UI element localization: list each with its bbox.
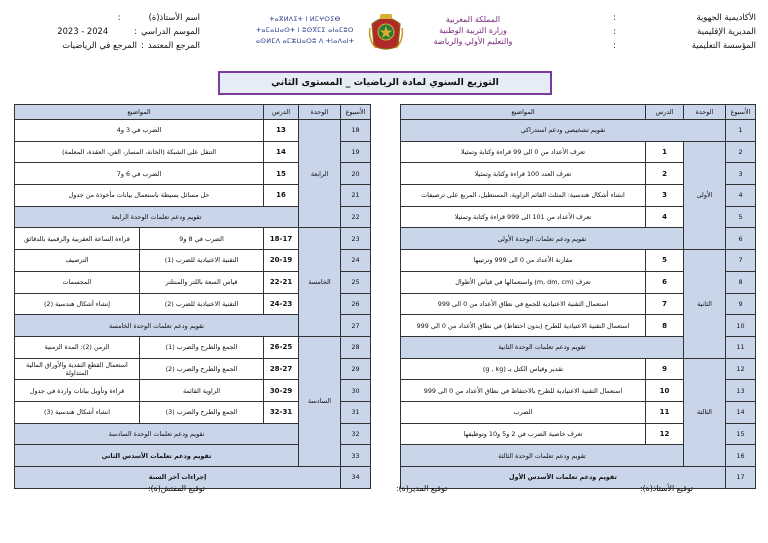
- lesson-number-cell: 12: [646, 423, 684, 445]
- season-value: 2023 - 2024: [57, 26, 109, 36]
- reference-value: المرجع في الرياضيات: [62, 40, 137, 50]
- week-cell: 19: [341, 141, 371, 163]
- lesson-number-cell: 2: [646, 163, 684, 185]
- topic-cell: استعمال القطع النقدية والأوراق المالية المتداولة: [15, 358, 140, 380]
- plan-table-semester-1: [400, 104, 756, 489]
- week-cell: 22: [341, 206, 371, 228]
- lesson-number-cell: 26-25: [264, 336, 299, 358]
- reference-line: [40, 38, 200, 52]
- week-cell: 5: [726, 206, 756, 228]
- teacher-label: اسم الأستاذ(ة): [148, 12, 200, 22]
- teacher-colon: :: [117, 12, 121, 22]
- topic-cell: الضرب: [401, 401, 646, 423]
- lesson-number-cell: 8: [646, 315, 684, 337]
- unit-cell: الخامسة: [299, 228, 341, 336]
- academy-colon: :: [613, 12, 616, 22]
- lesson-number-cell: 15: [264, 163, 299, 185]
- topic-cell: التقنية الاعتيادية للضرب (1): [140, 250, 264, 272]
- topic-cell: تعرف الأعداد من 101 الى 999 قراءة وكتابة وتمثيلا: [401, 206, 646, 228]
- week-cell: 24: [341, 250, 371, 272]
- week-cell: 7: [726, 250, 756, 272]
- week-cell: 26: [341, 293, 371, 315]
- lesson-number-cell: 28-27: [264, 358, 299, 380]
- table-row: [401, 358, 756, 380]
- unit-evaluation-cell: تقويم ودعم تعلمات الوحدة الخامسة: [15, 315, 299, 337]
- semester-evaluation-cell: تقويم ودعم تعلمات الأسدس الثاني: [15, 445, 299, 467]
- ministry-ar-line1: المملكة المغربية: [445, 15, 501, 24]
- coat-of-arms-icon: [368, 10, 404, 52]
- lesson-number-cell: 6: [646, 271, 684, 293]
- col-week: الأسبوع: [726, 105, 756, 120]
- lesson-number-cell: 13: [264, 120, 299, 142]
- directorate-colon: :: [613, 26, 616, 36]
- topic-cell: الزمن (2): المدة الزمنية: [15, 336, 140, 358]
- director-signature: توقيع المدير(ة):: [396, 484, 448, 493]
- week-cell: 16: [726, 445, 756, 467]
- lesson-number-cell: 16: [264, 185, 299, 207]
- reference-label: المرجع المعتمد: [147, 40, 200, 50]
- week-cell: 10: [726, 315, 756, 337]
- topic-cell: الجمع والطرح والضرب (3): [140, 401, 264, 423]
- institution-line: [606, 38, 756, 52]
- week-cell: 33: [341, 445, 371, 467]
- topic-cell: الجمع والطرح والضرب (2): [140, 358, 264, 380]
- lesson-number-cell: 3: [646, 185, 684, 207]
- week-cell: 20: [341, 163, 371, 185]
- topic-cell: استعمال التقنية الاعتيادية للجمع في نطاق الأعداد من 0 الى 999: [401, 293, 646, 315]
- week-cell: 17: [726, 467, 756, 489]
- unit-cell: الرابعة: [299, 120, 341, 228]
- table-row: [401, 467, 756, 489]
- lesson-number-cell: 4: [646, 206, 684, 228]
- lesson-number-cell: 30-29: [264, 380, 299, 402]
- week-cell: 23: [341, 228, 371, 250]
- topic-cell: الضرب في 8 و9: [140, 228, 264, 250]
- inspector-signature: توقيع المفتش(ة):: [148, 484, 205, 493]
- institution-label: المؤسسة التعليمية: [691, 40, 756, 50]
- topic-cell: قراءة وتأويل بيانات واردة في جدول: [15, 380, 140, 402]
- lesson-number-cell: 5: [646, 250, 684, 272]
- topic-cell: التنقل على الشبكة (الخانة، المسار، الفن، العقدة، المعلمة): [15, 141, 264, 163]
- semester-2-body: [15, 120, 371, 489]
- lesson-number-cell: 24-23: [264, 293, 299, 315]
- week-cell: 32: [341, 423, 371, 445]
- lesson-number-cell: 20-19: [264, 250, 299, 272]
- semester-evaluation-cell: تقويم ودعم تعلمات الأسدس الأول: [401, 467, 726, 489]
- lesson-number-cell: 1: [646, 141, 684, 163]
- lesson-number-cell: 7: [646, 293, 684, 315]
- season-line: [40, 24, 200, 38]
- season-colon: :: [134, 26, 138, 36]
- topic-cell: حل مسائل بسيطة باستعمال بيانات مأخوذة من جدول: [15, 185, 264, 207]
- table-row: [15, 336, 371, 358]
- col-unit: الوحدة: [299, 105, 341, 120]
- week-cell: 30: [341, 380, 371, 402]
- table-row: [15, 228, 371, 250]
- week-cell: 6: [726, 228, 756, 250]
- week-cell: 18: [341, 120, 371, 142]
- week-cell: 11: [726, 336, 756, 358]
- topic-cell: تعرف العدد 100 قراءة وكتابة وتمثيلا: [401, 163, 646, 185]
- week-cell: 25: [341, 271, 371, 293]
- table-header-row: [15, 105, 371, 120]
- plan-table-semester-2: [14, 104, 371, 489]
- unit-evaluation-cell: تقويم تشخيصي ودعم استدراكي: [401, 120, 726, 142]
- topic-cell: انشاء أشكال هندسية: المثلث القائم الزاوية، المستطيل، المربع على ترصيفات: [401, 185, 646, 207]
- topic-cell: المجسمات: [15, 271, 140, 293]
- lesson-number-cell: 18-17: [264, 228, 299, 250]
- directorate-line: [606, 24, 756, 38]
- ministry-tz-line2: ⵜⴰⵎⴰⵡⴰⵙⵜ ⵏ ⵓⵙⴳⵎⵉ ⴰⵏⴰⵎⵓⵔ: [256, 26, 354, 34]
- week-cell: 4: [726, 185, 756, 207]
- unit-cell: الأولى: [684, 141, 726, 249]
- academy-line: [606, 10, 756, 24]
- academy-label: الأكاديمية الجهوية: [696, 12, 756, 22]
- unit-evaluation-cell: تقويم ودعم تعلمات الوحدة السادسة: [15, 423, 299, 445]
- topic-cell: قياس السعة باللتر والمنتلتر: [140, 271, 264, 293]
- week-cell: 13: [726, 380, 756, 402]
- topic-cell: الجمع والطرح والضرب (1): [140, 336, 264, 358]
- table-row: [401, 250, 756, 272]
- unit-cell: الثانية: [684, 250, 726, 358]
- lesson-number-cell: 9: [646, 358, 684, 380]
- table-row: [15, 120, 371, 142]
- week-cell: 1: [726, 120, 756, 142]
- ministry-ar-line2: وزارة التربية الوطنية: [439, 26, 507, 35]
- week-cell: 15: [726, 423, 756, 445]
- lesson-number-cell: 32-31: [264, 401, 299, 423]
- header-admin-info: [606, 10, 756, 60]
- unit-cell: السادسة: [299, 336, 341, 466]
- week-cell: 2: [726, 141, 756, 163]
- unit-evaluation-cell: تقويم ودعم تعلمات الوحدة الثالثة: [401, 445, 684, 467]
- unit-evaluation-cell: تقويم ودعم تعلمات الوحدة الرابعة: [15, 206, 299, 228]
- topic-cell: انشاء أشكال هندسية (3): [15, 401, 140, 423]
- topic-cell: الترصيف: [15, 250, 140, 272]
- reference-colon: :: [141, 40, 144, 50]
- topic-cell: التقنية الاعتيادية للضرب (2): [140, 293, 264, 315]
- topic-cell: استعمال التقنية الاعتيادية للطرح (بدون احتفاظ) في نطاق الأعداد من 0 الى 999: [401, 315, 646, 337]
- table-row: [401, 141, 756, 163]
- week-cell: 9: [726, 293, 756, 315]
- topic-cell: الزاوية القائمة: [140, 380, 264, 402]
- week-cell: 21: [341, 185, 371, 207]
- semester-1-body: [401, 120, 756, 489]
- week-cell: 28: [341, 336, 371, 358]
- ministry-tifinagh: [250, 14, 360, 47]
- table-row: [401, 120, 756, 142]
- col-topics: المواضيع: [15, 105, 264, 120]
- lesson-number-cell: 14: [264, 141, 299, 163]
- col-lesson: الدرس: [646, 105, 684, 120]
- table-header-row: [401, 105, 756, 120]
- week-cell: 29: [341, 358, 371, 380]
- lesson-number-cell: 10: [646, 380, 684, 402]
- week-cell: 8: [726, 271, 756, 293]
- season-label: الموسم الدراسي: [141, 26, 200, 36]
- header-teacher-info: [40, 10, 200, 60]
- topic-cell: الضرب في 3 و4: [15, 120, 264, 142]
- col-lesson: الدرس: [264, 105, 299, 120]
- topic-cell: تعرف (m, dm, cm) واستعمالها في قياس الأطوال: [401, 271, 646, 293]
- week-cell: 3: [726, 163, 756, 185]
- directorate-label: المديرية الإقليمية: [697, 26, 756, 36]
- ministry-tz-line3: ⴰⵙⵍⵎⴷ ⴰⵎⵣⵡⴰⵔⵓ ⴷ ⵜⵏⴰⴷⴰⵏⵜ: [255, 37, 355, 45]
- teacher-signature: توقيع الأستاذ(ة):: [640, 484, 694, 493]
- lesson-number-cell: 11: [646, 401, 684, 423]
- week-cell: 12: [726, 358, 756, 380]
- week-cell: 31: [341, 401, 371, 423]
- col-unit: الوحدة: [684, 105, 726, 120]
- teacher-line: [40, 10, 200, 24]
- lesson-number-cell: 22-21: [264, 271, 299, 293]
- topic-cell: مقارنة الأعداد من 0 الى 999 وترتيبها: [401, 250, 646, 272]
- week-cell: 34: [341, 467, 371, 489]
- topic-cell: تقدير وقياس الكتل بـ (g , kg): [401, 358, 646, 380]
- unit-cell: الثالثة: [684, 358, 726, 466]
- week-cell: 14: [726, 401, 756, 423]
- semester-evaluation-cell: إجراءات آخر السنة: [15, 467, 341, 489]
- topic-cell: قراءة الساعة العقربية والرقمية بالدقائق: [15, 228, 140, 250]
- ministry-ar-line3: والتعليم الأولي والرياضة: [433, 37, 513, 46]
- topic-cell: إنشاء أشكال هندسية (2): [15, 293, 140, 315]
- unit-evaluation-cell: تقويم ودعم تعلمات الوحدة الثانية: [401, 336, 684, 358]
- document-title: التوزيع السنوي لمادة الرياضيات _ المستوى الثاني: [218, 71, 552, 95]
- topic-cell: استعمال التقنية الاعتيادية للطرح بالاحتفاظ في نطاق الأعداد من 0 الى 999: [401, 380, 646, 402]
- ministry-tz-line1: ⵜⴰⴳⵍⴷⵉⵜ ⵏ ⵍⵎⵖⵔⵉⴱ: [269, 15, 341, 23]
- topic-cell: الضرب في 6 و7: [15, 163, 264, 185]
- col-topics: المواضيع: [401, 105, 646, 120]
- col-week: الأسبوع: [341, 105, 371, 120]
- week-cell: 27: [341, 315, 371, 337]
- unit-evaluation-cell: تقويم ودعم تعلمات الوحدة الأولى: [401, 228, 684, 250]
- topic-cell: تعرف خاصية الضرب في 2 و5 و10 وتوظيفها: [401, 423, 646, 445]
- ministry-arabic: [418, 14, 528, 47]
- topic-cell: تعرف الأعداد من 0 الى 99 قراءة وكتابة وتمثيلا: [401, 141, 646, 163]
- institution-colon: :: [613, 40, 616, 50]
